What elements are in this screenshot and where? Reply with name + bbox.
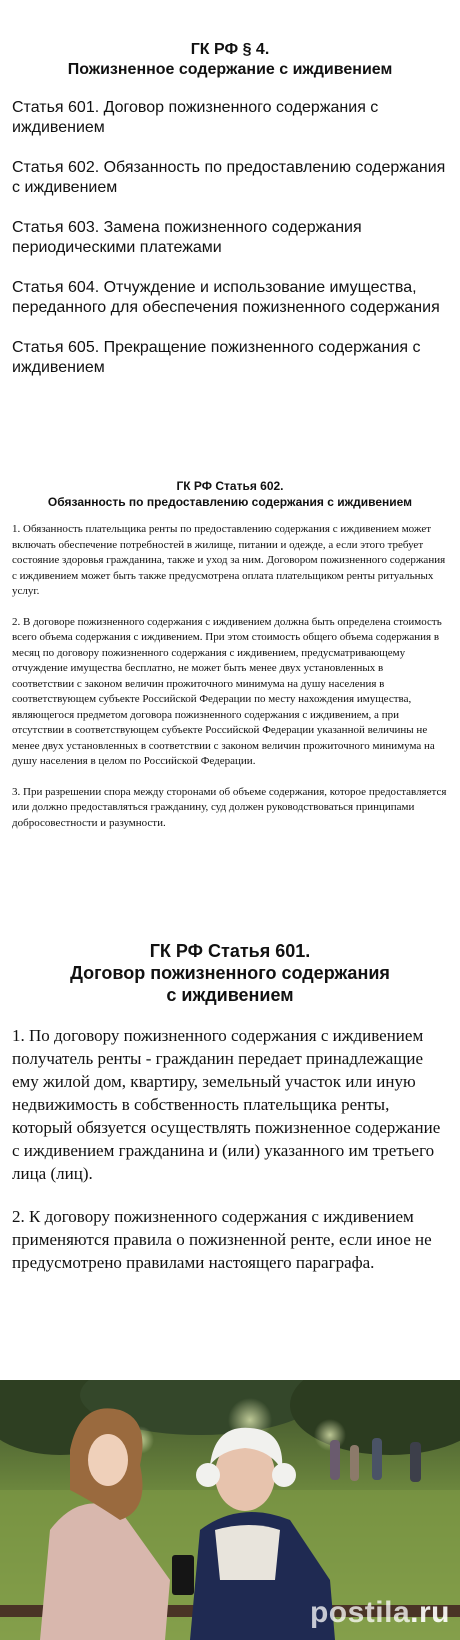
article-601-title: [12, 940, 448, 1006]
watermark-logo: [310, 1596, 450, 1630]
article-link-602[interactable]: Статья 602. Обязанность по предоставлению содержания с иждивением: [12, 159, 446, 196]
article-601-title-line3: с иждивением: [166, 985, 294, 1005]
article-601-paragraph-1: 1. По договору пожизненного содержания с иждивением получатель ренты - гражданин передает принадлежащие ему жилой дом, квартиру, земельный участок или иную недвижимость в собственность плательщика ренты, который обязуется осуществлять пожизненное содержание с иждивением гражданина и (или) указанного им третьего лица (лиц).: [12, 1026, 441, 1183]
article-602-title: [12, 478, 448, 510]
article-602-title-line1: ГК РФ Статья 602.: [176, 479, 284, 493]
article-link-605[interactable]: Статья 605. Прекращение пожизненного содержания с иждивением: [12, 339, 421, 376]
article-link-603[interactable]: Статья 603. Замена пожизненного содержания периодическими платежами: [12, 219, 362, 256]
article-602-title-line2: Обязанность по предоставлению содержания с иждивением: [47, 495, 413, 509]
article-602-paragraph-3: 3. При разрешении спора между сторонами об объеме содержания, которое предоставляется или должно предоставляться гражданину, суд должен руководствоваться принципами добросовестности и разумности.: [12, 785, 447, 829]
section-index: [0, 40, 460, 398]
section-title: [12, 40, 448, 80]
article-link-601[interactable]: Статья 601. Договор пожизненного содержания с иждивением: [12, 99, 379, 136]
article-601: [0, 940, 460, 1294]
watermark-name: postila: [309, 1596, 411, 1629]
article-602-paragraph-2: 2. В договоре пожизненного содержания с иждивением должна быть определена стоимость всего объема содержания с иждивением. При этом стоимость общего объема содержания в месяц по договору пожизненного содержания с иждивением, предусматривающему отчуждение имущества бесплатно, не может быть менее двух установленных в соответствии с законом величин прожиточного минимума на душу населения в соответствующем субъекте Российской Федерации по месту нахождения имущества, являющегося предметом договора пожизненного содержания с иждивением, а при отсутствии в соответствующем субъекте Российской Федерации указанной величины не менее двух установленных в соответствии с законом величин прожиточного минимума на душу населения в целом по Российской Федерации.: [12, 615, 442, 767]
article-602: [0, 478, 460, 846]
section-title-line2: Пожизненное содержание с иждивением: [67, 61, 393, 78]
section-title-line1: ГК РФ § 4.: [190, 41, 270, 58]
photo-young-woman-and-elderly-woman: [0, 1380, 460, 1640]
article-601-title-line1: ГК РФ Статья 601.: [149, 941, 311, 961]
article-601-paragraph-2: 2. К договору пожизненного содержания с иждивением применяются правила о пожизненной ренте, если иное не предусмотрено правилами настоящего параграфа.: [12, 1207, 432, 1272]
article-602-paragraph-1: 1. Обязанность плательщика ренты по предоставлению содержания с иждивением может включать обеспечение потребностей в жилище, питании и одежде, а если этого требует состояние здоровья гражданина, также и уход за ним. Договором пожизненного содержания с иждивением может быть также предусмотрена оплата плательщиком ренты ритуальных услуг.: [12, 523, 446, 597]
article-601-title-line2: Договор пожизненного содержания: [70, 963, 390, 983]
smartphone-icon: [172, 1555, 194, 1595]
watermark-tld: .ru: [410, 1596, 450, 1629]
article-link-604[interactable]: Статья 604. Отчуждение и использование имущества, переданного для обеспечения пожизненного содержания: [12, 279, 440, 316]
